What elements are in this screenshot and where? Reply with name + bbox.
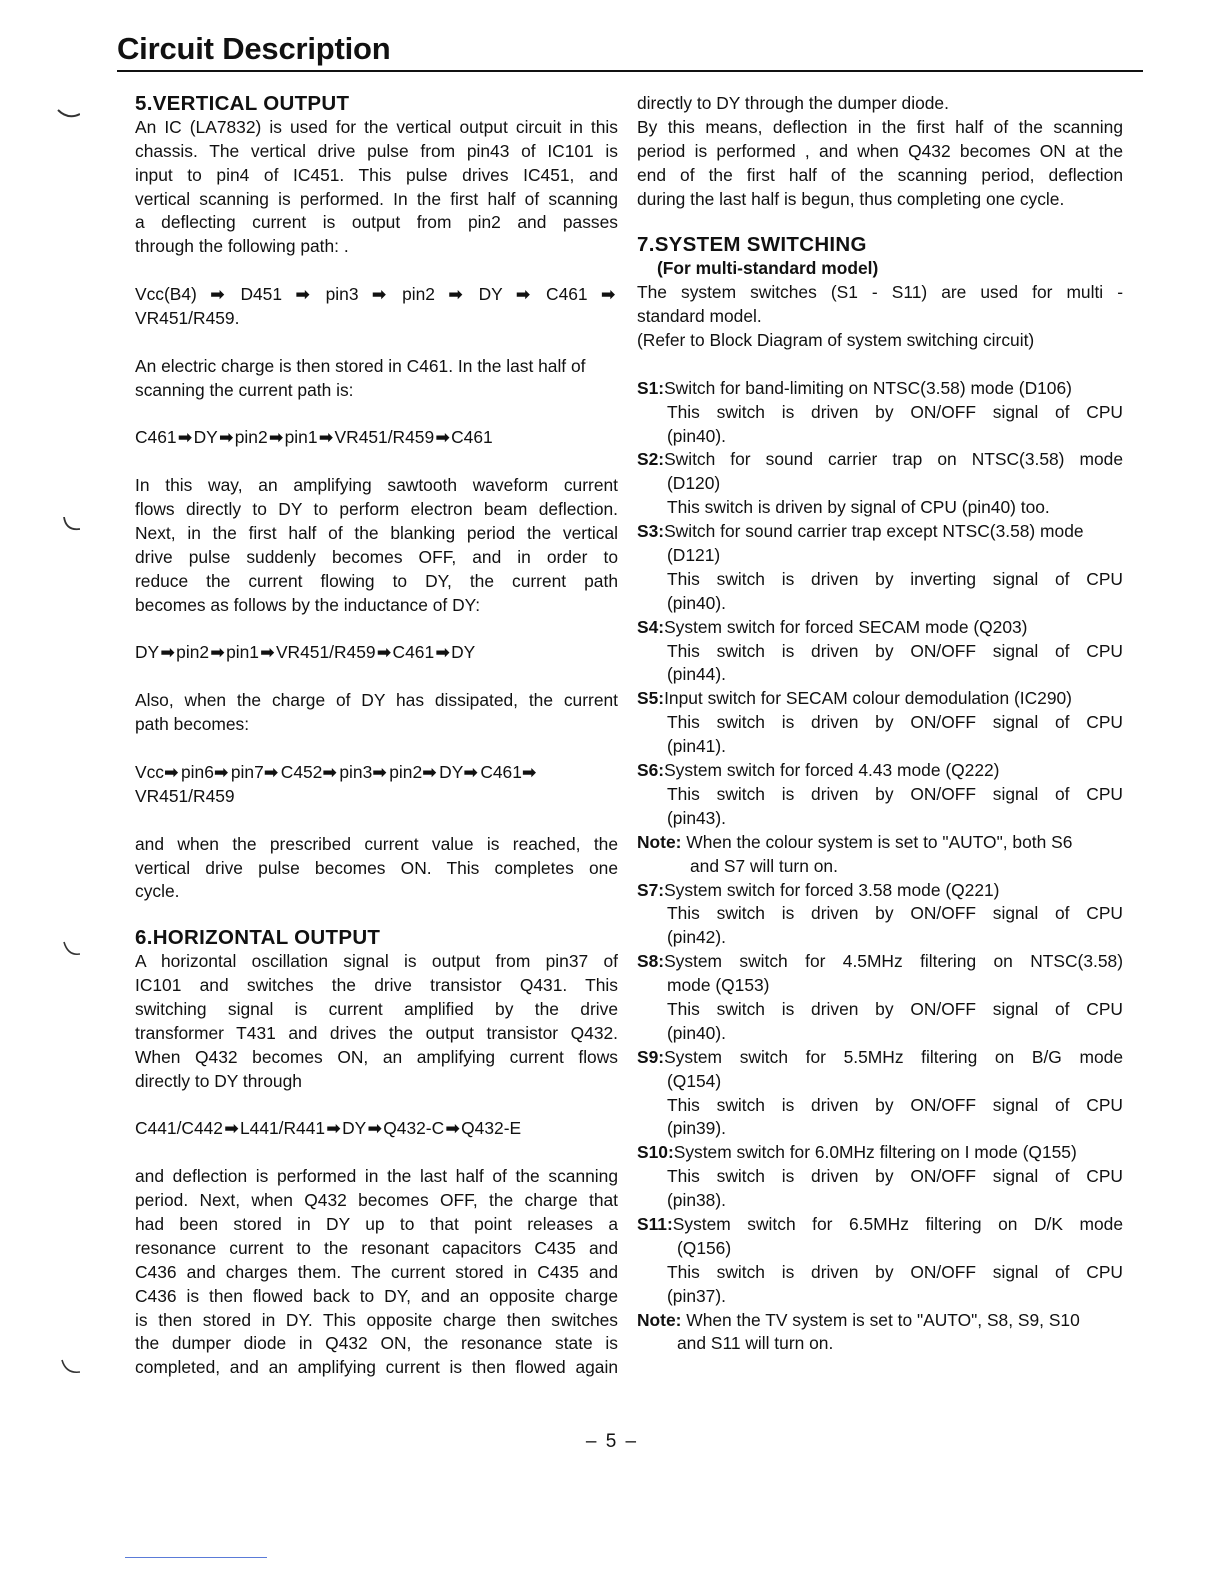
note-tv-system bbox=[637, 1309, 1123, 1333]
right-arrow-icon: ➡ bbox=[371, 284, 387, 305]
right-arrow-icon: ➡ bbox=[322, 761, 337, 782]
text-line: input to pin4 of IC451. This pulse drives IC451, and bbox=[135, 164, 618, 185]
right-arrow-icon: ➡ bbox=[521, 761, 537, 782]
right-arrow-icon: ➡ bbox=[318, 427, 334, 448]
text-line: This switch is driven by ON/OFF signal of CPU bbox=[667, 1261, 1123, 1282]
text-line: (Q156) bbox=[677, 1237, 732, 1258]
text-line: (D121) bbox=[667, 545, 721, 566]
path-node: DY bbox=[478, 284, 503, 305]
text-line: C436 is then flowed back to DY, and an opposite charge bbox=[135, 1285, 618, 1306]
right-arrow-icon: ➡ bbox=[448, 284, 463, 305]
current-path-3 bbox=[135, 641, 618, 665]
text-line: Switch for sound carrier trap on NTSC(3.58) mode bbox=[664, 449, 1123, 470]
text-line: Also, when the charge of DY has dissipated, the current bbox=[135, 690, 618, 711]
text-line: This switch is driven by ON/OFF signal of CPU bbox=[667, 783, 1123, 804]
text-line: By this means, deflection in the first half of the scanning bbox=[637, 116, 1123, 137]
right-arrow-icon: ➡ bbox=[372, 761, 387, 782]
text-line: System switch for forced SECAM mode (Q203) bbox=[664, 616, 1028, 637]
text-line: vertical drive pulse becomes ON. This completes one bbox=[135, 857, 618, 878]
path-node: Vcc(B4) bbox=[135, 284, 197, 305]
text-line: completed, and an amplifying current is then flowed again bbox=[135, 1357, 618, 1378]
path-node: D451 bbox=[240, 284, 283, 305]
path-node: VR451/R459 bbox=[334, 427, 435, 448]
switch-label: S6: bbox=[637, 760, 665, 781]
path-node: Q432-C bbox=[383, 1118, 445, 1139]
path-node: C461 bbox=[392, 642, 435, 663]
note-label: Note: bbox=[637, 831, 682, 852]
current-path-5 bbox=[135, 1117, 618, 1141]
switch-label: S8: bbox=[637, 951, 665, 972]
text-line: This switch is driven by signal of CPU (pin40) too. bbox=[667, 497, 1050, 518]
note-colour-system bbox=[637, 831, 1123, 855]
text-line: reduce the current flowing to DY, the current path bbox=[135, 570, 618, 591]
page-number: – 5 – bbox=[585, 1431, 639, 1452]
switch-s11 bbox=[637, 1213, 1123, 1237]
switch-label: S4: bbox=[637, 616, 665, 637]
right-arrow-icon: ➡ bbox=[210, 642, 225, 663]
text-line: and deflection is performed in the last half of the scanning bbox=[135, 1166, 618, 1187]
text-line: (pin40). bbox=[667, 1022, 726, 1043]
text-line: scanning the current path is: bbox=[135, 379, 354, 400]
text-line: System switch for 6.5MHz filtering on D/K mode bbox=[672, 1213, 1123, 1234]
path-node: C461 bbox=[480, 761, 522, 782]
text-line: This switch is driven by ON/OFF signal of CPU bbox=[667, 640, 1123, 661]
text-line: through the following path: . bbox=[135, 236, 349, 257]
text-line: (pin39). bbox=[667, 1118, 726, 1139]
text-line: An electric charge is then stored in C461. In the last half of bbox=[135, 355, 586, 376]
text-line: mode (Q153) bbox=[667, 975, 770, 996]
text-line: cycle. bbox=[135, 881, 180, 902]
right-arrow-icon: ➡ bbox=[268, 427, 284, 448]
switch-label: S11: bbox=[637, 1213, 673, 1234]
right-arrow-icon: ➡ bbox=[164, 761, 179, 782]
text-line: A horizontal oscillation signal is output from pin37 of bbox=[135, 951, 618, 972]
text-line: is then stored in DY. This opposite charge then switches bbox=[135, 1309, 618, 1330]
path-node: VR451/R459 bbox=[275, 642, 376, 663]
path-node: DY bbox=[342, 1118, 367, 1139]
text-line: directly to DY through the dumper diode. bbox=[637, 93, 949, 113]
text-line: This switch is driven by ON/OFF signal of CPU bbox=[667, 1166, 1123, 1187]
switch-s2 bbox=[637, 448, 1123, 472]
path-node: pin2 bbox=[402, 284, 435, 305]
switch-s9 bbox=[637, 1046, 1123, 1070]
right-column bbox=[637, 92, 1123, 1356]
text-line: resonance current to the resonant capacitors C435 and bbox=[135, 1237, 618, 1258]
text-line: (Refer to Block Diagram of system switching circuit) bbox=[637, 330, 1035, 351]
right-arrow-icon: ➡ bbox=[463, 761, 478, 782]
path-node: pin3 bbox=[325, 284, 359, 305]
text-line: the dumper diode in Q432 ON, the resonance state is bbox=[135, 1333, 618, 1354]
text-line: System switch for 6.0MHz filtering on I mode (Q155) bbox=[673, 1142, 1077, 1163]
text-line: (pin37). bbox=[667, 1285, 726, 1306]
right-arrow-icon: ➡ bbox=[295, 284, 310, 305]
switch-s3 bbox=[637, 520, 1123, 544]
switch-s1 bbox=[637, 377, 1123, 401]
text-line: System switch for forced 3.58 mode (Q221) bbox=[664, 879, 1000, 900]
path-node: pin1 bbox=[226, 642, 259, 663]
page-title: Circuit Description bbox=[117, 31, 391, 66]
path-node: C452 bbox=[280, 761, 323, 782]
text-line: Next, in the first half of the blanking period the vertical bbox=[135, 523, 618, 544]
path-node: DY bbox=[451, 642, 476, 663]
text-line: period is performed , and when Q432 becomes ON at the bbox=[637, 140, 1123, 161]
text-line: transformer T431 and drives the output transistor Q432. bbox=[135, 1022, 618, 1043]
switch-s5 bbox=[637, 687, 1123, 711]
path-node: C461 bbox=[451, 427, 493, 448]
path-node: pin7 bbox=[230, 761, 264, 782]
text-line: and S11 will turn on. bbox=[677, 1333, 834, 1354]
text-line: System switch for 4.5MHz filtering on NTSC(3.58) bbox=[664, 951, 1123, 972]
note-label: Note: bbox=[637, 1309, 682, 1330]
right-arrow-icon: ➡ bbox=[422, 761, 437, 782]
text-line: This switch is driven by ON/OFF signal of CPU bbox=[667, 712, 1123, 733]
right-arrow-icon: ➡ bbox=[515, 284, 531, 305]
text-line: end of the first half of the scanning period, deflection bbox=[637, 164, 1123, 185]
path-node: DY bbox=[193, 427, 218, 448]
right-arrow-icon: ➡ bbox=[260, 642, 275, 663]
switch-label: S9: bbox=[637, 1046, 665, 1067]
text-line: This switch is driven by ON/OFF signal of CPU bbox=[667, 998, 1123, 1019]
switch-s10 bbox=[637, 1141, 1123, 1165]
text-line: (pin42). bbox=[667, 927, 726, 948]
switch-label: S3: bbox=[637, 521, 665, 542]
margin-mark bbox=[50, 104, 80, 124]
right-arrow-icon: ➡ bbox=[600, 284, 616, 305]
switch-label: S2: bbox=[637, 449, 665, 470]
switch-label: S10: bbox=[637, 1142, 674, 1163]
text-line: System switch for forced 4.43 mode (Q222) bbox=[664, 760, 1000, 781]
text-line: Input switch for SECAM colour demodulation (IC290) bbox=[664, 688, 1072, 709]
switch-s6 bbox=[637, 759, 1123, 783]
path-node: VR451/R459. bbox=[135, 308, 240, 329]
current-path-1 bbox=[135, 283, 618, 307]
text-line: When Q432 becomes ON, an amplifying current flows bbox=[135, 1046, 618, 1067]
text-line: (Q154) bbox=[667, 1070, 722, 1091]
text-line: (pin38). bbox=[667, 1190, 726, 1211]
path-node: DY bbox=[439, 761, 464, 782]
text-line: Switch for sound carrier trap except NTSC(3.58) mode bbox=[664, 521, 1084, 542]
text-line: (pin40). bbox=[667, 592, 726, 613]
switch-label: S7: bbox=[637, 879, 665, 900]
text-line: This switch is driven by ON/OFF signal of CPU bbox=[667, 903, 1123, 924]
switch-s4 bbox=[637, 616, 1123, 640]
text-line: (pin43). bbox=[667, 807, 726, 828]
section-heading-horizontal-output: 6.HORIZONTAL OUTPUT bbox=[135, 926, 381, 950]
text-line: This switch is driven by ON/OFF signal of CPU bbox=[667, 401, 1123, 422]
text-line: When the colour system is set to "AUTO", both S6 bbox=[686, 831, 1073, 852]
path-node: DY bbox=[135, 642, 160, 663]
path-node: pin6 bbox=[181, 761, 214, 782]
current-path-4 bbox=[135, 761, 618, 785]
text-line: path becomes: bbox=[135, 714, 250, 735]
text-line: and S7 will turn on. bbox=[690, 855, 838, 876]
page-header bbox=[117, 30, 1143, 72]
margin-mark bbox=[50, 517, 80, 537]
path-node: pin2 bbox=[234, 427, 268, 448]
text-line: System switch for 5.5MHz filtering on B/G mode bbox=[664, 1046, 1123, 1067]
text-line: switching signal is current amplified by the drive bbox=[135, 998, 618, 1019]
right-arrow-icon: ➡ bbox=[326, 1118, 341, 1139]
right-arrow-icon: ➡ bbox=[263, 761, 279, 782]
right-arrow-icon: ➡ bbox=[435, 427, 450, 448]
right-arrow-icon: ➡ bbox=[445, 1118, 460, 1139]
text-line: directly to DY through bbox=[135, 1070, 302, 1091]
left-column bbox=[135, 92, 618, 1380]
right-arrow-icon: ➡ bbox=[224, 1118, 239, 1139]
margin-mark bbox=[50, 1358, 80, 1378]
text-line: When the TV system is set to "AUTO", S8, S9, S10 bbox=[686, 1309, 1080, 1330]
path-node: pin2 bbox=[176, 642, 210, 663]
text-line: (pin44). bbox=[667, 664, 726, 685]
right-arrow-icon: ➡ bbox=[210, 284, 225, 305]
right-arrow-icon: ➡ bbox=[160, 642, 175, 663]
path-node: VR451/R459 bbox=[135, 785, 235, 806]
text-line: standard model. bbox=[637, 306, 762, 327]
margin-mark bbox=[50, 940, 80, 960]
text-line: (pin41). bbox=[667, 736, 726, 757]
right-arrow-icon: ➡ bbox=[367, 1118, 383, 1139]
path-node: pin1 bbox=[284, 427, 318, 448]
section-heading-system-switching: 7.SYSTEM SWITCHING bbox=[637, 233, 867, 257]
text-line: IC101 and switches the drive transistor Q431. This bbox=[135, 975, 618, 996]
path-node: C461 bbox=[135, 427, 177, 448]
text-line: drive pulse suddenly becomes OFF, and in order to bbox=[135, 546, 618, 567]
text-line: during the last half is begun, thus completing one cycle. bbox=[637, 188, 1065, 209]
text-line: becomes as follows by the inductance of DY: bbox=[135, 594, 481, 615]
right-arrow-icon: ➡ bbox=[213, 761, 229, 782]
path-node: Q432-E bbox=[461, 1118, 522, 1139]
right-arrow-icon: ➡ bbox=[218, 427, 234, 448]
text-line: a deflecting current is output from pin2 and passes bbox=[135, 212, 618, 233]
current-path-2 bbox=[135, 426, 618, 450]
text-line: In this way, an amplifying sawtooth waveform current bbox=[135, 475, 618, 496]
path-node: Vcc bbox=[135, 761, 164, 782]
path-node: C441/C442 bbox=[135, 1118, 223, 1139]
path-node: pin2 bbox=[389, 761, 423, 782]
text-line: and when the prescribed current value is reached, the bbox=[135, 833, 618, 854]
switch-s7 bbox=[637, 879, 1123, 903]
right-arrow-icon: ➡ bbox=[376, 642, 392, 663]
right-arrow-icon: ➡ bbox=[177, 427, 193, 448]
text-line: flows directly to DY to perform electron beam deflection. bbox=[135, 499, 618, 520]
switch-label: S1: bbox=[637, 377, 665, 398]
path-node: C461 bbox=[546, 284, 588, 305]
text-line: period. Next, when Q432 becomes OFF, the charge that bbox=[135, 1190, 618, 1211]
text-line: This switch is driven by inverting signal of CPU bbox=[667, 568, 1123, 589]
footer-rule bbox=[125, 1557, 267, 1558]
text-line: C436 and charges them. The current stored in C435 and bbox=[135, 1261, 618, 1282]
switch-s8 bbox=[637, 950, 1123, 974]
text-line: chassis. The vertical drive pulse from pin43 of IC101 is bbox=[135, 140, 618, 161]
text-line: This switch is driven by ON/OFF signal of CPU bbox=[667, 1094, 1123, 1115]
path-node: L441/R441 bbox=[239, 1118, 326, 1139]
text-line: vertical scanning is performed. In the first half of scanning bbox=[135, 188, 618, 209]
switch-label: S5: bbox=[637, 688, 665, 709]
text-line: An IC (LA7832) is used for the vertical output circuit in this bbox=[135, 116, 618, 137]
text-line: (D120) bbox=[667, 473, 721, 494]
text-line: The system switches (S1 - S11) are used for multi - bbox=[637, 282, 1123, 303]
right-arrow-icon: ➡ bbox=[435, 642, 450, 663]
text-line: (pin40). bbox=[667, 425, 726, 446]
path-node: pin3 bbox=[339, 761, 373, 782]
section-subheading: (For multi-standard model) bbox=[657, 258, 879, 279]
text-line: Switch for band-limiting on NTSC(3.58) mode (D106) bbox=[664, 377, 1072, 398]
section-heading-vertical-output: 5.VERTICAL OUTPUT bbox=[135, 92, 350, 115]
text-line: had been stored in DY up to that point releases a bbox=[135, 1213, 618, 1234]
